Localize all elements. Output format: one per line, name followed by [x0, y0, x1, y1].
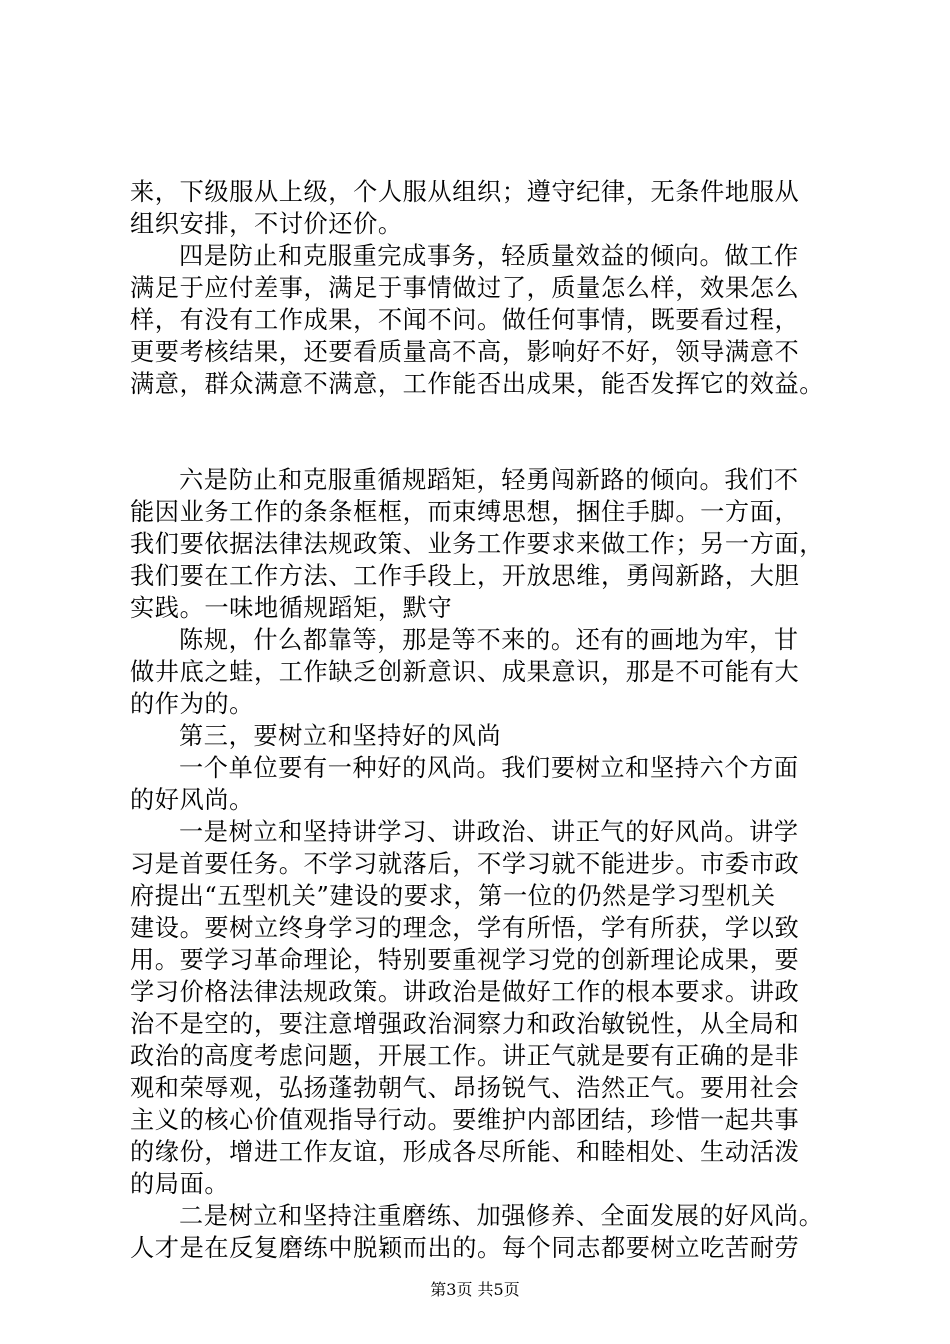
text-line: 用。要学习革命理论，特别要重视学习党的创新理论成果，要: [130, 946, 800, 974]
text-line: 观和荣辱观，弘扬蓬勃朝气、昂扬锐气、浩然正气。要用社会: [130, 1074, 800, 1102]
text-line: 主义的核心价值观指导行动。要维护内部团结，珍惜一起共事: [130, 1106, 800, 1134]
text-line: 组织安排，不讨价还价。: [130, 210, 403, 238]
paragraph-start: 一是树立和坚持讲学习、讲政治、讲正气的好风尚。讲学: [179, 818, 799, 846]
paragraph-gap: [130, 400, 820, 464]
page-number-footer: 第3页 共5页: [430, 1280, 520, 1299]
document-body: [130, 176, 825, 1264]
text-line: 习是首要任务。不学习就落后，不学习就不能进步。市委市政: [130, 850, 800, 878]
text-line: 政治的高度考虑问题，开展工作。讲正气就是要有正确的是非: [130, 1042, 800, 1070]
text-line: 学习价格法律法规政策。讲政治是做好工作的根本要求。讲政: [130, 978, 800, 1006]
text-line: 来，下级服从上级，个人服从组织；遵守纪律，无条件地服从: [130, 178, 800, 206]
text-line: 的缘份，增进工作友谊，形成各尽所能、和睦相处、生动活泼: [130, 1138, 800, 1166]
text-line: 样，有没有工作成果，不闻不问。做任何事情，既要看过程，: [130, 306, 800, 334]
text-line: 我们要在工作方法、工作手段上，开放思维，勇闯新路，大胆: [130, 562, 800, 590]
text-line: 更要考核结果，还要看质量高不高，影响好不好，领导满意不: [130, 338, 800, 366]
text-line: 实践。一味地循规蹈矩，默守: [130, 594, 453, 622]
text-line: 建设。要树立终身学习的理念，学有所悟，学有所获，学以致: [130, 914, 800, 942]
section-heading: 第三，要树立和坚持好的风尚: [179, 722, 502, 750]
text-line: 我们要依据法律法规政策、业务工作要求来做工作；另一方面，: [130, 530, 825, 558]
paragraph-start: 四是防止和克服重完成事务，轻质量效益的倾向。做工作: [179, 242, 799, 270]
paragraph-start: 二是树立和坚持注重磨练、加强修养、全面发展的好风尚。: [179, 1202, 824, 1230]
text-line: 满意，群众满意不满意，工作能否出成果，能否发挥它的效益。: [130, 370, 825, 398]
text-line: 府提出“五型机关”建设的要求，第一位的仍然是学习型机关: [130, 882, 776, 910]
text-line: 做井底之蛙，工作缺乏创新意识、成果意识，那是不可能有大: [130, 658, 800, 686]
text-line: 的作为的。: [130, 690, 254, 718]
paragraph-start: 陈规，什么都靠等，那是等不来的。还有的画地为牢，甘: [179, 626, 799, 654]
paragraph-start: 六是防止和克服重循规蹈矩，轻勇闯新路的倾向。我们不: [179, 466, 799, 494]
text-line: 能因业务工作的条条框框，而束缚思想，捆住手脚。一方面，: [130, 498, 800, 526]
text-line: 治不是空的，要注意增强政治洞察力和政治敏锐性，从全局和: [130, 1010, 800, 1038]
text-line: 的好风尚。: [130, 786, 254, 814]
text-line: 的局面。: [130, 1170, 230, 1198]
paragraph-start: 一个单位要有一种好的风尚。我们要树立和坚持六个方面: [179, 754, 799, 782]
text-line: 满足于应付差事，满足于事情做过了，质量怎么样，效果怎么: [130, 274, 800, 302]
text-line: 人才是在反复磨练中脱颖而出的。每个同志都要树立吃苦耐劳: [130, 1234, 800, 1262]
